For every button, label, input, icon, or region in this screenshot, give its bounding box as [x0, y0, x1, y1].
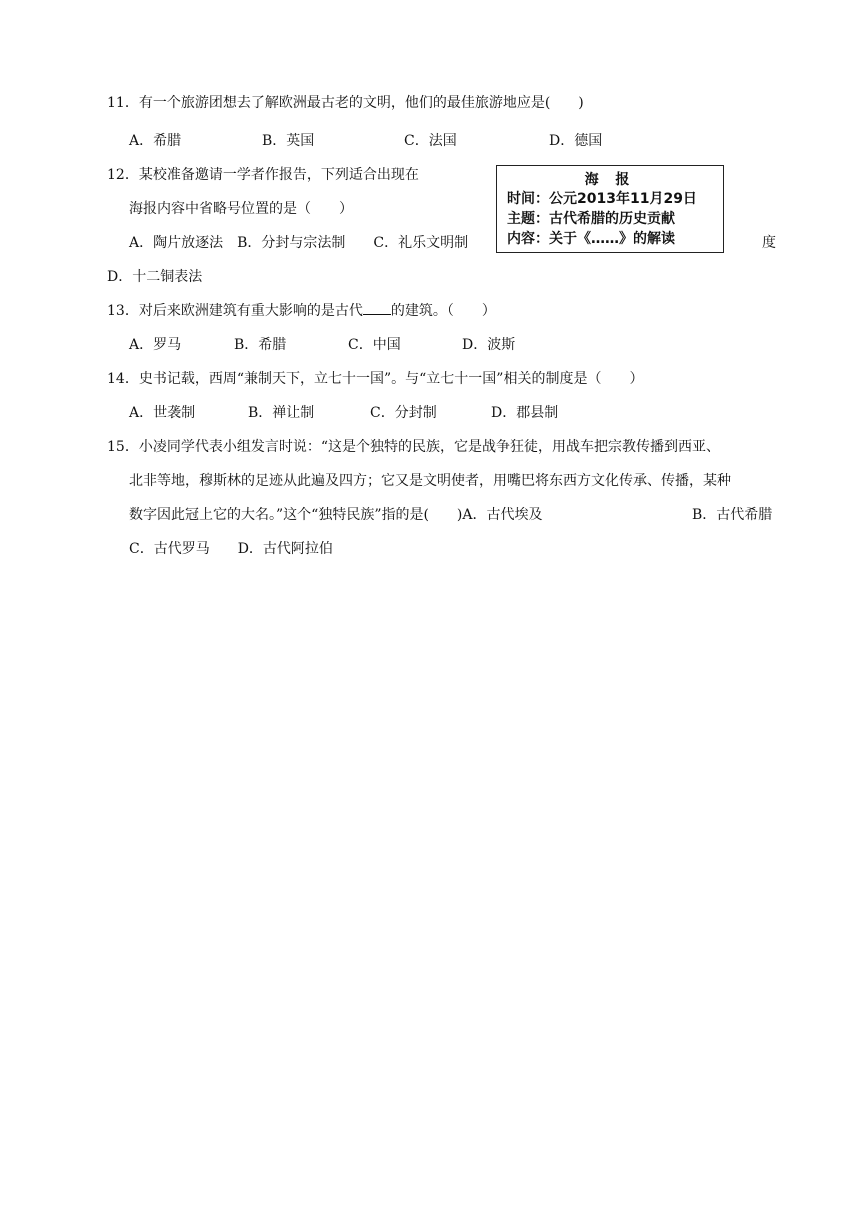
- q13-option-d: D．波斯: [462, 337, 516, 353]
- q12-stem-line1: 12．某校准备邀请一学者作报告，下列适合出现在: [107, 167, 419, 183]
- q13-blank: [363, 302, 391, 315]
- q12-stem-line2: 海报内容中省略号位置的是（ ）: [129, 201, 353, 217]
- q14-option-d: D．郡县制: [491, 405, 559, 421]
- q11-option-c: C．法国: [404, 133, 457, 149]
- poster-theme: 主题：古代希腊的历史贡献: [507, 211, 675, 227]
- q14-stem: 14．史书记载，西周“兼制天下，立七十一国”。与“立七十一国”相关的制度是（ ）: [107, 371, 644, 387]
- q14-option-c: C．分封制: [370, 405, 437, 421]
- q14-option-a: A．世袭制: [129, 405, 196, 421]
- q11-option-d: D．德国: [549, 133, 603, 149]
- poster-title: 海 报: [584, 172, 636, 188]
- q14-option-b: B．禅让制: [248, 405, 315, 421]
- q11-stem: 11．有一个旅游团想去了解欧洲最古老的文明，他们的最佳旅游地应是( ): [107, 95, 584, 111]
- q15-line3: 数字因此冠上它的大名。”这个“独特民族”指的是( )A．古代埃及: [129, 507, 543, 523]
- poster-time: 时间：公元2013年11月29日: [507, 191, 697, 207]
- q13-stem-after: 的建筑。（ ）: [390, 303, 496, 319]
- q15-line2: 北非等地，穆斯林的足迹从此遍及四方；它又是文明使者，用嘴巴将东西方文化传承、传播，某种: [129, 473, 731, 489]
- q13-option-b: B．希腊: [234, 337, 287, 353]
- q12-option-d: D．十二铜表法: [107, 269, 203, 285]
- q15-line1: 15．小凌同学代表小组发言时说：“这是个独特的民族，它是战争狂徒，用战车把宗教传播到西亚、: [107, 439, 720, 455]
- q13-option-a: A．罗马: [129, 337, 182, 353]
- q13-stem-before: 13．对后来欧洲建筑有重大影响的是古代: [107, 303, 363, 319]
- q11-option-a: A．希腊: [129, 133, 182, 149]
- q13-stem: [107, 302, 496, 320]
- poster-box: [496, 165, 724, 253]
- q15-option-b: B．古代希腊: [692, 507, 773, 523]
- q11-option-b: B．英国: [262, 133, 315, 149]
- q12-options-line: A．陶片放逐法 B．分封与宗法制 C．礼乐文明制: [129, 235, 469, 251]
- q15-line4: C．古代罗马 D．古代阿拉伯: [129, 541, 333, 557]
- poster-content: 内容：关于《……》的解读: [507, 231, 675, 247]
- q12-trailing-char: 度: [762, 235, 776, 251]
- q13-option-c: C．中国: [348, 337, 401, 353]
